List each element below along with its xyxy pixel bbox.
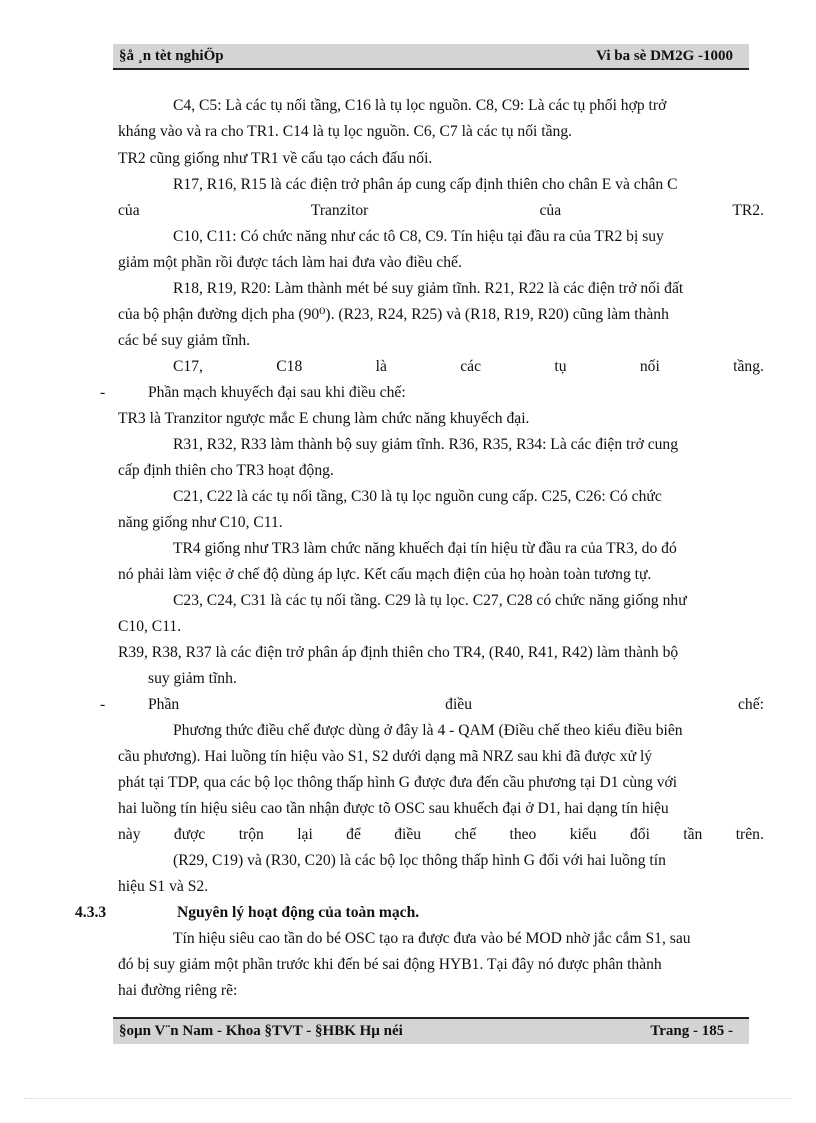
word: trộn xyxy=(238,826,264,843)
text-line: nó phải làm việc ở chế độ dùng áp lực. Kết cấu mạch điện của họ hoàn toàn tương tự. xyxy=(118,566,652,583)
text-line: cấp định thiên cho TR3 hoạt động. xyxy=(118,462,334,479)
header-right-text: Vi ba sè DM2G -1000 xyxy=(596,47,733,64)
text-line: C4, C5: Là các tụ nối tầng, C16 là tụ lọc nguồn. C8, C9: Là các tụ phối hợp trở xyxy=(173,97,667,114)
word: các xyxy=(460,358,482,375)
word: là xyxy=(375,358,387,375)
word: kiểu xyxy=(569,826,597,843)
text-line: Phần mạch khuyếch đại sau khi điều chế: xyxy=(148,384,406,401)
text-line: suy giảm tĩnh. xyxy=(148,670,237,687)
text-line: C23, C24, C31 là các tụ nối tầng. C29 là tụ lọc. C27, C28 có chức năng giống như xyxy=(173,592,687,609)
text-line-justified xyxy=(118,825,764,845)
word: đổi xyxy=(629,826,650,843)
header-left-text: §å ¸n tèt nghiÖp xyxy=(119,47,224,64)
word: tụ xyxy=(554,358,567,375)
word: của xyxy=(118,202,140,219)
page-number: Trang - 185 - xyxy=(650,1023,733,1039)
list-dash: - xyxy=(100,696,106,713)
text-line: Phương thức điều chế được dùng ở đây là 4 - QAM (Điều chế theo kiểu điều biên xyxy=(173,722,683,739)
text-line: C10, C11: Có chức năng như các tô C8, C9. Tín hiệu tại đầu ra của TR2 bị suy xyxy=(173,228,664,245)
text-line: hai đường riêng rẽ: xyxy=(118,982,238,999)
text-line: TR4 giống như TR3 làm chức năng khuếch đại tín hiệu từ đầu ra của TR3, do đó xyxy=(173,540,677,557)
page-header xyxy=(113,44,749,70)
word: điều xyxy=(445,696,473,713)
word: để xyxy=(346,826,361,843)
text-line: R31, R32, R33 làm thành bộ suy giảm tĩnh. R36, R35, R34: Là các điện trở cung xyxy=(173,436,679,453)
text-line: C10, C11. xyxy=(118,618,182,635)
word: C18 xyxy=(276,358,303,375)
text-line: đó bị suy giảm một phần trước khi đến bé sai động HYB1. Tại đây nó được phân thành xyxy=(118,956,662,973)
text-line: của bộ phận đường dịch pha (90⁰). (R23, R24, R25) và (R18, R19, R20) cũng làm thành xyxy=(118,306,669,323)
list-dash: - xyxy=(100,384,106,401)
text-line-justified xyxy=(118,201,764,221)
text-line: C21, C22 là các tụ nối tầng, C30 là tụ lọc nguồn cung cấp. C25, C26: Có chức xyxy=(173,488,662,505)
text-line: (R29, C19) và (R30, C20) là các bộ lọc thông thấp hình G đối với hai luồng tín xyxy=(173,852,666,869)
page-bottom-divider xyxy=(24,1098,792,1099)
text-line: phát tại TDP, qua các bộ lọc thông thấp hình G được đưa đến cầu phương tại D1 cùng với xyxy=(118,774,678,791)
text-line: hai luồng tín hiệu siêu cao tần nhận được tõ OSC sau khuếch đại ở D1, hai dạng tín hiệu xyxy=(118,800,669,817)
word: TR2. xyxy=(732,202,764,219)
text-line: Tín hiệu siêu cao tần do bé OSC tạo ra được đưa vào bé MOD nhờ jắc cắm S1, sau xyxy=(173,930,691,947)
text-line: TR2 cũng giống như TR1 về cấu tạo cách đấu nối. xyxy=(118,150,433,167)
text-line: giảm một phần rồi được tách làm hai đưa vào điều chế. xyxy=(118,254,462,271)
section-number: 4.3.3 xyxy=(75,904,107,921)
text-line-justified xyxy=(148,695,764,715)
word: lại xyxy=(297,826,313,843)
word: chế: xyxy=(738,696,764,713)
text-line: TR3 là Tranzitor ngược mắc E chung làm chức năng khuyếch đại. xyxy=(118,410,530,427)
word: điều xyxy=(394,826,422,843)
page-footer xyxy=(113,1017,749,1044)
word: được xyxy=(173,826,206,843)
word: C17, xyxy=(173,358,203,375)
text-line: R17, R16, R15 là các điện trở phân áp cung cấp định thiên cho chân E và chân C xyxy=(173,176,678,193)
text-line: R39, R38, R37 là các điện trở phân áp định thiên cho TR4, (R40, R41, R42) làm thành bộ xyxy=(118,644,679,661)
word: nối xyxy=(639,358,660,375)
word: Tranzitor xyxy=(310,202,369,219)
word: tần xyxy=(683,826,703,843)
text-line: các bé suy giảm tĩnh. xyxy=(118,332,251,349)
text-line-justified xyxy=(173,357,764,377)
text-line: cầu phương). Hai luồng tín hiệu vào S1, S2 dưới dạng mã NRZ sau khi đã được xử lý xyxy=(118,748,653,765)
word: theo xyxy=(509,826,537,843)
word: chế xyxy=(454,826,477,843)
text-line: kháng vào và ra cho TR1. C14 là tụ lọc nguồn. C6, C7 là các tụ nối tầng. xyxy=(118,123,573,140)
word: tầng. xyxy=(733,358,764,375)
word: này xyxy=(118,826,141,843)
word: trên. xyxy=(735,826,764,843)
word: của xyxy=(539,202,562,219)
text-line: năng giống như C10, C11. xyxy=(118,514,283,531)
section-title: Nguyên lý hoạt động của toàn mạch. xyxy=(177,904,420,921)
word: Phần xyxy=(148,696,180,713)
text-line: hiệu S1 và S2. xyxy=(118,878,209,895)
text-line: R18, R19, R20: Làm thành mét bé suy giảm tĩnh. R21, R22 là các điện trở nối đất xyxy=(173,280,684,297)
footer-left-text: §oµn V¨n Nam - Khoa §TVT - §HBK Hµ néi xyxy=(119,1023,403,1039)
